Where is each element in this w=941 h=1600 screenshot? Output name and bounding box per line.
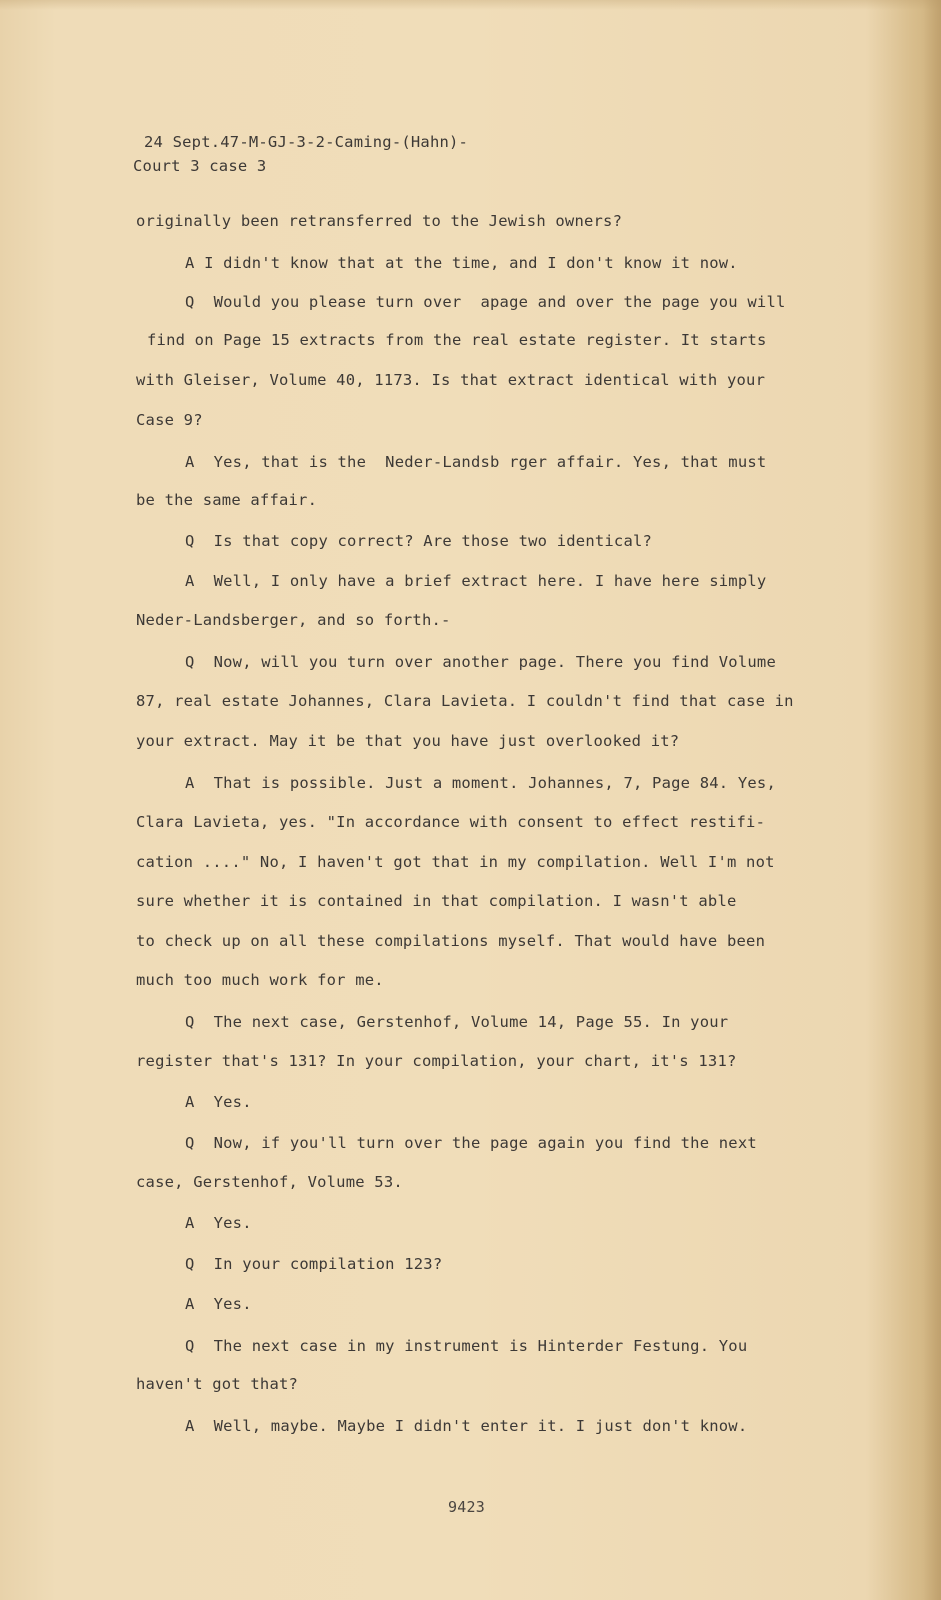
transcript-line: be the same affair. xyxy=(136,491,318,509)
transcript-line: register that's 131? In your compilation, your chart, it's 131? xyxy=(136,1052,737,1070)
transcript-line: Clara Lavieta, yes. "In accordance with consent to effect restifi- xyxy=(136,813,766,831)
header-line-1: 24 Sept.47-M-GJ-3-2-Caming-(Hahn)- xyxy=(144,133,469,151)
transcript-line: find on Page 15 extracts from the real estate register. It starts xyxy=(147,331,767,349)
transcript-line: originally been retransferred to the Jewish owners? xyxy=(136,212,623,230)
transcript-line: to check up on all these compilations myself. That would have been xyxy=(136,932,766,950)
transcript-line: Neder-Landsberger, and so forth.- xyxy=(136,611,451,629)
transcript-line: sure whether it is contained in that compilation. I wasn't able xyxy=(136,892,737,910)
transcript-line: with Gleiser, Volume 40, 1173. Is that extract identical with your xyxy=(136,371,766,389)
transcript-line: A Yes. xyxy=(185,1214,252,1232)
transcript-line: A Yes. xyxy=(185,1093,252,1111)
transcript-line: Q Now, will you turn over another page. There you find Volume xyxy=(185,653,776,671)
transcript-line: haven't got that? xyxy=(136,1375,299,1393)
transcript-line: Q Is that copy correct? Are those two identical? xyxy=(185,532,653,550)
transcript-line: much too much work for me. xyxy=(136,971,384,989)
page-number: 9423 xyxy=(448,1498,485,1516)
transcript-line: Q The next case, Gerstenhof, Volume 14, Page 55. In your xyxy=(185,1013,729,1031)
transcript-line: Q Now, if you'll turn over the page again you find the next xyxy=(185,1134,757,1152)
paper-right-edge xyxy=(923,0,941,1600)
transcript-line: cation ...." No, I haven't got that in my compilation. Well I'm not xyxy=(136,853,775,871)
header-line-2: Court 3 case 3 xyxy=(133,157,267,175)
transcript-line: A Well, maybe. Maybe I didn't enter it. I just don't know. xyxy=(185,1417,748,1435)
transcript-line: 87, real estate Johannes, Clara Lavieta. I couldn't find that case in xyxy=(136,692,794,710)
transcript-line: A I didn't know that at the time, and I don't know it now. xyxy=(185,254,738,272)
transcript-line: A Well, I only have a brief extract here. I have here simply xyxy=(185,572,767,590)
transcript-line: Case 9? xyxy=(136,411,203,429)
transcript-line: Q The next case in my instrument is Hinterder Festung. You xyxy=(185,1337,748,1355)
transcript-line: A Yes, that is the Neder-Landsb rger affair. Yes, that must xyxy=(185,453,767,471)
transcript-line: case, Gerstenhof, Volume 53. xyxy=(136,1173,403,1191)
paper-top-shadow xyxy=(0,0,941,10)
transcript-line: A Yes. xyxy=(185,1295,252,1313)
transcript-line: Q In your compilation 123? xyxy=(185,1255,443,1273)
transcript-line: A That is possible. Just a moment. Johannes, 7, Page 84. Yes, xyxy=(185,774,776,792)
transcript-line: Q Would you please turn over apage and over the page you will xyxy=(185,293,786,311)
transcript-line: your extract. May it be that you have just overlooked it? xyxy=(136,732,680,750)
